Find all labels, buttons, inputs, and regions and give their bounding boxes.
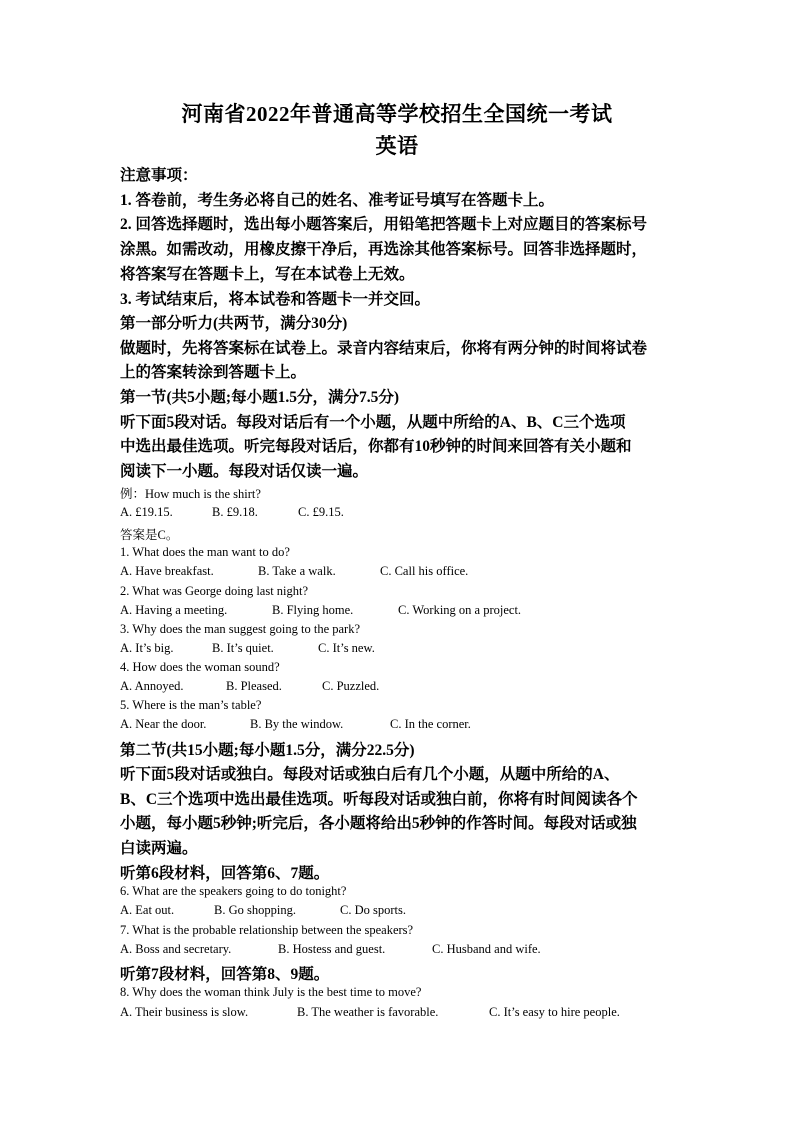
question-3: 3. Why does the man suggest going to the park? <box>120 622 361 636</box>
option-b: B. Take a walk. <box>258 564 336 578</box>
question-7: 7. What is the probable relationship between the speakers? <box>120 923 414 937</box>
option-c: C. Working on a project. <box>398 603 522 617</box>
option-b: B. By the window. <box>250 717 344 731</box>
notes-item-2-line-2: 涂黑。如需改动，用橡皮擦干净后，再选涂其他答案标号。回答非选择题时， <box>120 241 648 258</box>
example-answer: 答案是C。 <box>120 528 179 542</box>
section1-heading: 第一节(共5小题;每小题1.5分，满分7.5分) <box>120 389 399 406</box>
option-a: A. Eat out. <box>120 903 175 917</box>
option-a: A. Annoyed. <box>120 679 184 693</box>
section2-heading: 第二节(共15小题;每小题1.5分，满分22.5分) <box>120 742 415 759</box>
option-c: C. Call his office. <box>380 564 469 578</box>
option-a: A. It’s big. <box>120 641 174 655</box>
option-c: C. £9.15. <box>298 505 344 519</box>
example-question: 例：How much is the shirt? <box>120 487 261 501</box>
question-8-options <box>120 1005 620 1020</box>
option-a: A. Their business is slow. <box>120 1005 249 1019</box>
notes-heading: 注意事项： <box>120 167 198 184</box>
option-c: C. Puzzled. <box>322 679 380 693</box>
question-6: 6. What are the speakers going to do tonight? <box>120 884 347 898</box>
question-4-options <box>120 679 379 694</box>
notes-item-1: 1. 答卷前，考生务必将自己的姓名、准考证号填写在答题卡上。 <box>120 192 555 209</box>
example-options <box>120 505 344 520</box>
exam-title: 河南省2022年普通高等学校招生全国统一考试 <box>181 102 613 126</box>
question-5: 5. Where is the man’s table? <box>120 698 262 712</box>
option-b: B. Flying home. <box>272 603 354 617</box>
option-c: C. Do sports. <box>340 903 406 917</box>
option-b: B. £9.18. <box>212 505 258 519</box>
option-c: C. It’s new. <box>318 641 375 655</box>
question-1: 1. What does the man want to do? <box>120 545 290 559</box>
section2-instruction-line-2: B、C三个选项中选出最佳选项。听每段对话或独白前，你将有时间阅读各个 <box>120 791 638 808</box>
question-2-options <box>120 603 521 618</box>
question-1-options <box>120 564 468 579</box>
option-b: B. Go shopping. <box>214 903 296 917</box>
material-6-heading: 听第6段材料，回答第6、7题。 <box>120 865 330 882</box>
section2-instruction-line-3: 小题，每小题5秒钟;听完后，各小题将给出5秒钟的作答时间。每段对话或独 <box>120 815 637 832</box>
option-c: C. It’s easy to hire people. <box>489 1005 620 1019</box>
option-b: B. Pleased. <box>226 679 282 693</box>
option-b: B. The weather is favorable. <box>297 1005 439 1019</box>
question-2: 2. What was George doing last night? <box>120 584 309 598</box>
exam-subject: 英语 <box>375 134 419 158</box>
question-7-options <box>120 942 541 957</box>
option-b: B. It’s quiet. <box>212 641 274 655</box>
question-3-options <box>120 641 375 656</box>
notes-item-2-line-3: 将答案写在答题卡上，写在本试卷上无效。 <box>120 266 415 283</box>
option-c: C. Husband and wife. <box>432 942 541 956</box>
question-4: 4. How does the woman sound? <box>120 660 280 674</box>
material-7-heading: 听第7段材料，回答第8、9题。 <box>120 966 330 983</box>
notes-item-3: 3. 考试结束后，将本试卷和答题卡一并交回。 <box>120 291 431 308</box>
option-c: C. In the corner. <box>390 717 471 731</box>
option-a: A. £19.15. <box>120 505 173 519</box>
part1-intro-line-2: 上的答案转涂到答题卡上。 <box>120 364 307 381</box>
notes-item-2-line-1: 2. 回答选择题时，选出每小题答案后，用铅笔把答题卡上对应题目的答案标号 <box>120 216 648 233</box>
part1-heading: 第一部分听力(共两节，满分30分) <box>120 315 348 332</box>
section1-instruction-line-2: 中选出最佳选项。听完每段对话后，你都有10秒钟的时间来回答有关小题和 <box>120 438 632 455</box>
part1-intro-line-1: 做题时，先将答案标在试卷上。录音内容结束后，你将有两分钟的时间将试卷 <box>120 340 648 357</box>
question-6-options <box>120 903 406 918</box>
option-a: A. Boss and secretary. <box>120 942 232 956</box>
section1-instruction-line-1: 听下面5段对话。每段对话后有一个小题，从题中所给的A、B、C三个选项 <box>120 414 626 431</box>
section1-instruction-line-3: 阅读下一小题。每段对话仅读一遍。 <box>120 463 369 480</box>
option-a: A. Having a meeting. <box>120 603 228 617</box>
option-b: B. Hostess and guest. <box>278 942 386 956</box>
option-a: A. Have breakfast. <box>120 564 214 578</box>
section2-instruction-line-1: 听下面5段对话或独白。每段对话或独白后有几个小题，从题中所给的A、 <box>120 766 620 783</box>
question-8: 8. Why does the woman think July is the best time to move? <box>120 985 422 999</box>
question-5-options <box>120 717 471 732</box>
section2-instruction-line-4: 白读两遍。 <box>120 840 198 857</box>
option-a: A. Near the door. <box>120 717 207 731</box>
